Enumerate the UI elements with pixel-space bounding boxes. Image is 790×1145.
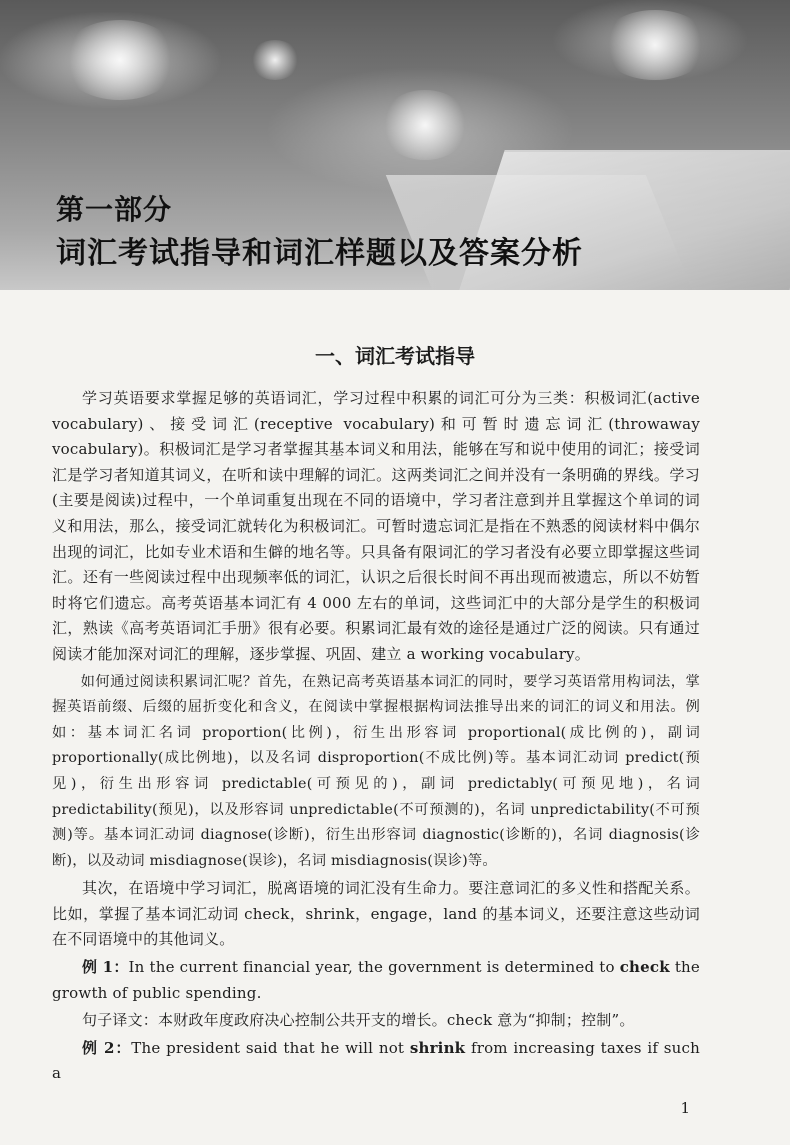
light-flare	[380, 90, 470, 160]
part-subtitle: 词汇考试指导和词汇样题以及答案分析	[56, 236, 583, 271]
translation-1	[52, 1008, 700, 1034]
page-number: 1	[680, 1099, 690, 1117]
example-text: The president said that he will not	[131, 1038, 410, 1057]
paragraph-vocabulary-types: 学习英语要求掌握足够的英语词汇，学习过程中积累的词汇可分为三类：积极词汇(active vocabulary)、接受词汇(receptive vocabulary)和可暂时遗忘词汇(throwaway vocabulary)。积极词汇是学习者掌握其基本词义和用法，能够在写和说中使用的词汇；接受词汇是学习者知道其词义，在听和读中理解的词汇。这两类词汇之间并没有一条明确的界线。学习(主要是阅读)过程中，一个单词重复出现在不同的语境中，学习者注意到并且掌握这个单词的词义和用法，那么，接受词汇就转化为积极词汇。可暂时遗忘词汇是指在不熟悉的阅读材料中偶尔出现的词汇，比如专业术语和生僻的地名等。只具备有限词汇的学习者没有必要立即掌握这些词汇。还有一些阅读过程中出现频率低的词汇，认识之后很长时间不再出现而被遗忘，所以不妨暂时将它们遗忘。高考英语基本词汇有 4 000 左右的单词，这些词汇中的大部分是学生的积极词汇，熟读《高考英语词汇手册》很有必要。积累词汇最有效的途径是通过广泛的阅读。只有通过阅读才能加深对词汇的理解，逐步掌握、巩固、建立 a working vocabulary。	[52, 389, 700, 663]
example-2	[52, 1036, 700, 1087]
header-banner	[0, 0, 790, 290]
example-label: 例 1：	[82, 958, 129, 977]
example-text: from increasing taxes if such a	[52, 1038, 700, 1083]
translation-text: 本财政年度政府决心控制公共开支的增长。check 意为“抑制；控制”。	[158, 1011, 635, 1030]
light-flare	[60, 20, 180, 100]
example-keyword: check	[619, 958, 670, 977]
section-heading: 一、词汇考试指导	[315, 344, 475, 368]
body-text	[52, 386, 700, 1089]
example-label: 例 2：	[82, 1038, 132, 1057]
paragraph-word-formation: 如何通过阅读积累词汇呢？首先，在熟记高考英语基本词汇的同时，要学习英语常用构词法，掌握英语前缀、后缀的屈折变化和含义，在阅读中掌握根据构词法推导出来的词汇的词义和用法。例如：基本词汇名词 proportion(比例)，衍生出形容词 proportional(成比例的)，副词 proportionally(成比例地)，以及名词 disproportion(不成比例)等。基本词汇动词 predict(预见)，衍生出形容词 predictable(可预见的)，副词 predictably(可预见地)，名词 predictability(预见)，以及形容词 unpredictable(不可预测的)，名词 unpredictability(不可预测)等。基本词汇动词 diagnose(诊断)，衍生出形容词 diagnostic(诊断的)，名词 diagnosis(诊断)，以及动词 misdiagnose(误诊)，名词 misdiagnosis(误诊)等。	[52, 673, 700, 869]
example-1	[52, 955, 700, 1006]
translation-label: 句子译文：	[82, 1011, 159, 1030]
example-keyword: shrink	[409, 1038, 466, 1057]
paragraph-context: 其次，在语境中学习词汇，脱离语境的词汇没有生命力。要注意词汇的多义性和搭配关系。比如，掌握了基本词汇动词 check，shrink，engage，land 的基本词义，还要注意这些动词在不同语境中的其他词义。	[52, 879, 700, 949]
light-flare	[250, 40, 300, 80]
example-text: In the current financial year, the government is determined to	[128, 958, 620, 977]
example-text: the growth of public spending.	[52, 958, 700, 1002]
light-flare	[600, 10, 710, 80]
part-title: 第一部分	[56, 193, 173, 226]
